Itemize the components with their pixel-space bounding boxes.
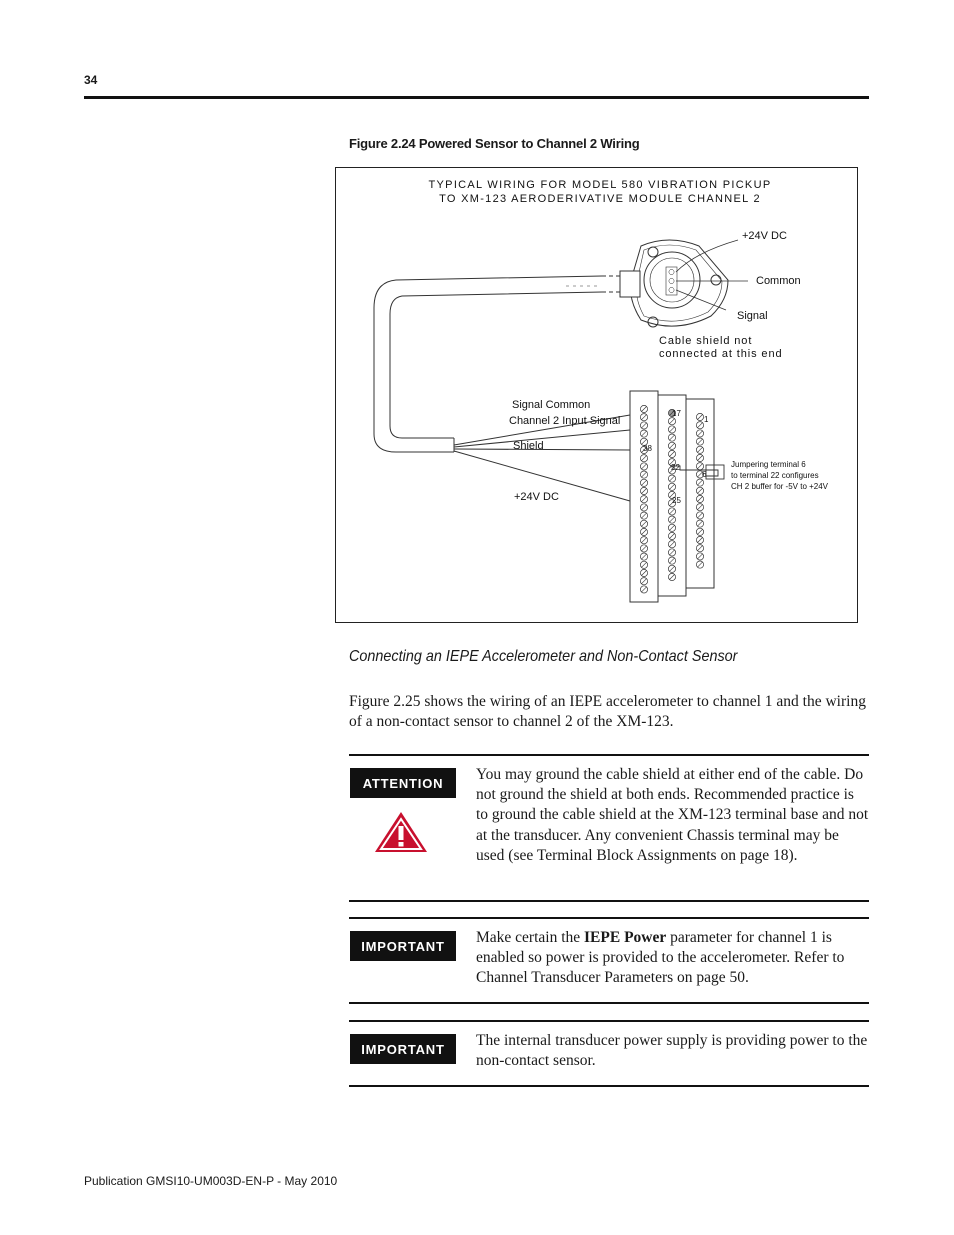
terminal-number-6: 6 [702, 470, 707, 479]
diagram-title-line2: TO XM-123 AERODERIVATIVE MODULE CHANNEL 2 [439, 193, 761, 205]
cable-connector [602, 271, 640, 297]
terminal-number-22: 22 [671, 463, 680, 472]
shield-note-line2: connected at this end [659, 348, 783, 360]
wire-label-ch2-input: Channel 2 Input Signal [509, 415, 621, 427]
important-label-1: IMPORTANT [350, 931, 456, 961]
jumper-note-line3: CH 2 buffer for -5V to +24V [731, 482, 829, 491]
section-heading: Connecting an IEPE Accelerometer and Non-Contact Sensor [349, 648, 738, 665]
body-paragraph: Figure 2.25 shows the wiring of an IEPE accelerometer to channel 1 and the wiring of a non-contact sensor to channel 2 of the XM-123. [349, 693, 866, 730]
jumper-note-line2: to terminal 22 configures [731, 471, 819, 480]
page-number: 34 [84, 73, 98, 87]
jumper-note-line1: Jumpering terminal 6 [731, 460, 806, 469]
terminal-number-17: 17 [672, 409, 681, 418]
important-notice-2 [349, 1020, 869, 1087]
header-rule [84, 96, 869, 99]
sensor-label-24v: +24V DC [742, 230, 787, 242]
important-text-2: The internal transducer power supply is providing power to the non-contact sensor. [476, 1032, 868, 1070]
terminal-number-1: 1 [704, 415, 709, 424]
terminal-number-25: 25 [672, 496, 681, 505]
sensor-leader-lines [676, 240, 748, 310]
warning-triangle-icon [373, 810, 429, 854]
sensor-cable [374, 276, 630, 501]
attention-notice [349, 754, 869, 902]
iepe-power-term: IEPE Power [584, 929, 667, 946]
important-text-1 [476, 928, 869, 989]
important-notice-1 [349, 917, 869, 1004]
wire-label-shield: Shield [513, 440, 544, 452]
sensor-label-signal: Signal [737, 310, 768, 322]
figure-caption: Figure 2.24 Powered Sensor to Channel 2 Wiring [349, 136, 640, 151]
wire-label-24v: +24V DC [514, 491, 559, 503]
publication-footer: Publication GMSI10-UM003D-EN-P - May 2010 [84, 1174, 338, 1188]
wiring-diagram [335, 167, 858, 623]
attention-text: You may ground the cable shield at either end of the cable. Do not ground the shield at both ends. Recommended practice is to ground the cable shield at the XM-123 terminal base and not at the transducer. Any convenient Chassis terminal may be used (see Terminal Block Assignments on page 18). [476, 766, 869, 864]
vibration-pickup-sensor [630, 240, 728, 327]
terminal-number-38: 38 [643, 444, 652, 453]
sensor-label-common: Common [756, 275, 801, 287]
important-label-2: IMPORTANT [350, 1034, 456, 1064]
diagram-title-line1: TYPICAL WIRING FOR MODEL 580 VIBRATION PICKUP [428, 179, 772, 191]
wire-label-signal-common: Signal Common [512, 399, 591, 411]
important-text-1-after: parameter for channel 1 is enabled so power is provided to the accelerometer. Refer to Channel Transducer Parameters on page 50. [476, 929, 845, 987]
important-text-1-before: Make certain the [476, 929, 585, 946]
attention-label: ATTENTION [350, 768, 456, 798]
shield-note-line1: Cable shield not [659, 335, 753, 347]
